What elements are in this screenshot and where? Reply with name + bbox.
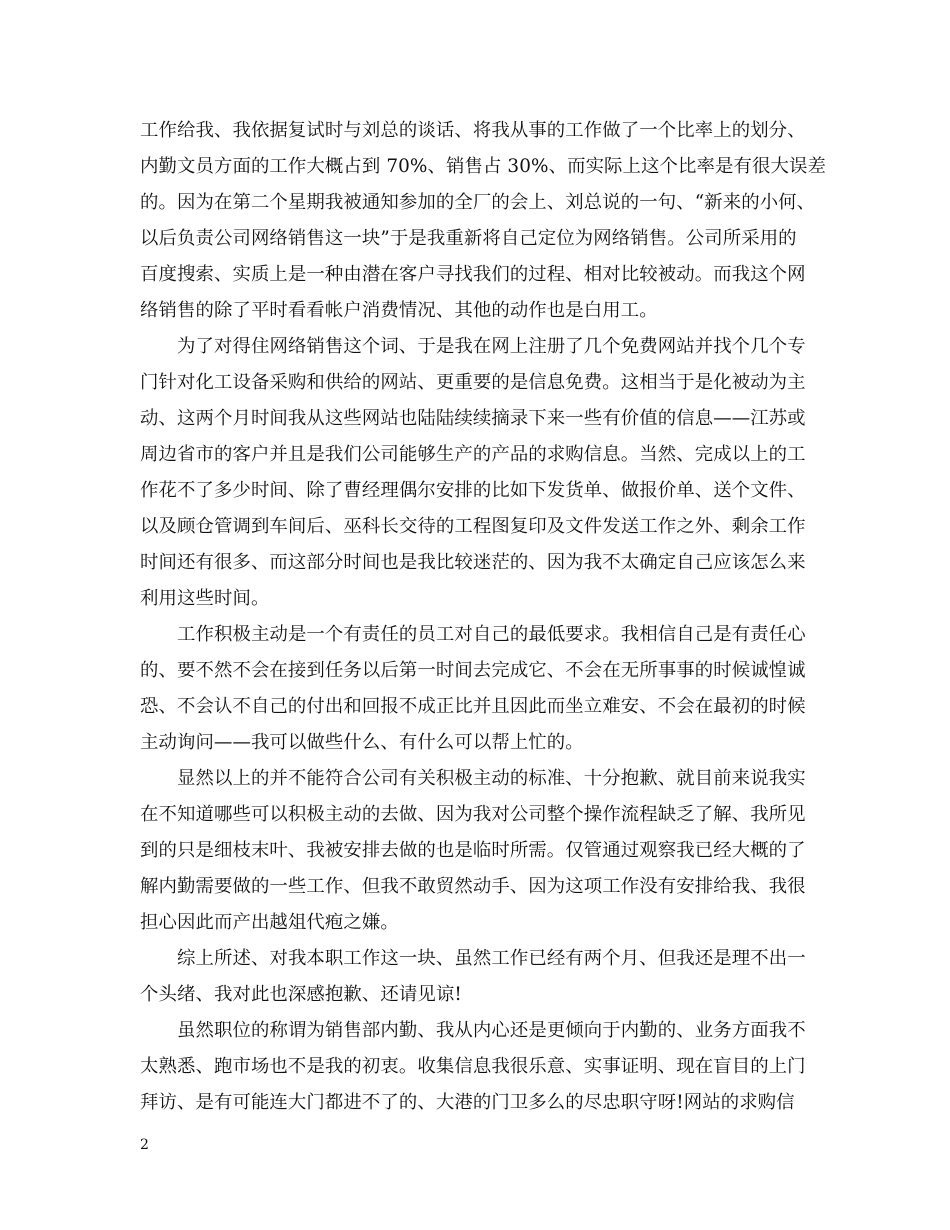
text-line: 以后负责公司网络销售这一块”于是我重新将自己定位为网络销售。公司所采用的 <box>140 228 797 249</box>
text-line: 拜访、是有可能连大门都进不了的、大港的门卫多么的尽忠职守呀!网站的求购信 <box>140 1092 795 1113</box>
text-line: 利用这些时间。 <box>140 588 270 609</box>
paragraph-first-line: 虽然职位的称谓为销售部内勤、我从内心还是更倾向于内勤的、业务方面我不 <box>177 1020 806 1041</box>
paragraph-first-line: 工作积极主动是一个有责任的员工对自己的最低要求。我相信自己是有责任心 <box>177 624 806 645</box>
text-line: 百度搜索、实质上是一种由潜在客户寻找我们的过程、相对比较被动。而我这个网 <box>140 264 806 285</box>
text-line: 恐、不会认不自己的付出和回报不成正比并且因此而坐立难安、不会在最初的时候 <box>140 696 806 717</box>
text-line: 周边省市的客户并且是我们公司能够生产的产品的求购信息。当然、完成以上的工 <box>140 444 806 465</box>
text-line: 解内勤需要做的一些工作、但我不敢贸然动手、因为这项工作没有安排给我、我很 <box>140 876 806 897</box>
text-line: 到的只是细枝末叶、我被安排去做的也是临时所需。仅管通过观察我已经大概的了 <box>140 840 806 861</box>
paragraph-first-line: 显然以上的并不能符合公司有关积极主动的标准、十分抱歉、就目前来说我实 <box>177 768 806 789</box>
text-line: 工作给我、我依据复试时与刘总的谈话、将我从事的工作做了一个比率上的划分、 <box>140 120 806 141</box>
text-line: 个头绪、我对此也深感抱歉、还请见谅! <box>140 984 462 1005</box>
text-line: 以及顾仓管调到车间后、巫科长交待的工程图复印及文件发送工作之外、剩余工作 <box>140 516 806 537</box>
text-line: 门针对化工设备采购和供给的网站、更重要的是信息免费。这相当于是化被动为主 <box>140 372 806 393</box>
text-line: 担心因此而产出越俎代疱之嫌。 <box>140 912 399 933</box>
text-line: 的、要不然不会在接到任务以后第一时间去完成它、不会在无所事事的时候诚惶诚 <box>140 660 806 681</box>
text-line: 时间还有很多、而这部分时间也是我比较迷茫的、因为我不太确定自己应该怎么来 <box>140 552 806 573</box>
paragraph-first-line: 为了对得住网络销售这个词、于是我在网上注册了几个免费网站并找个几个专 <box>177 336 806 357</box>
text-line: 动、这两个月时间我从这些网站也陆陆续续摘录下来一些有价值的信息——江苏或 <box>140 408 806 429</box>
text-line: 主动询问——我可以做些什么、有什么可以帮上忙的。 <box>140 732 584 753</box>
text-line: 络销售的除了平时看看帐户消费情况、其他的动作也是白用工。 <box>140 300 658 321</box>
paragraph-first-line: 综上所述、对我本职工作这一块、虽然工作已经有两个月、但我还是理不出一 <box>177 948 806 969</box>
text-line: 的。因为在第二个星期我被通知参加的全厂的会上、刘总说的一句、“新来的小何、 <box>140 192 816 213</box>
text-line: 在不知道哪些可以积极主动的去做、因为我对公司整个操作流程缺乏了解、我所见 <box>140 804 806 825</box>
text-line: 内勤文员方面的工作大概占到 70%、销售占 30%、而实际上这个比率是有很大误差 <box>140 156 826 177</box>
text-line: 作花不了多少时间、除了曹经理偶尔安排的比如下发货单、做报价单、送个文件、 <box>140 480 806 501</box>
page-number: 2 <box>140 1137 149 1153</box>
text-line: 太熟悉、跑市场也不是我的初衷。收集信息我很乐意、实事证明、现在盲目的上门 <box>140 1056 806 1077</box>
